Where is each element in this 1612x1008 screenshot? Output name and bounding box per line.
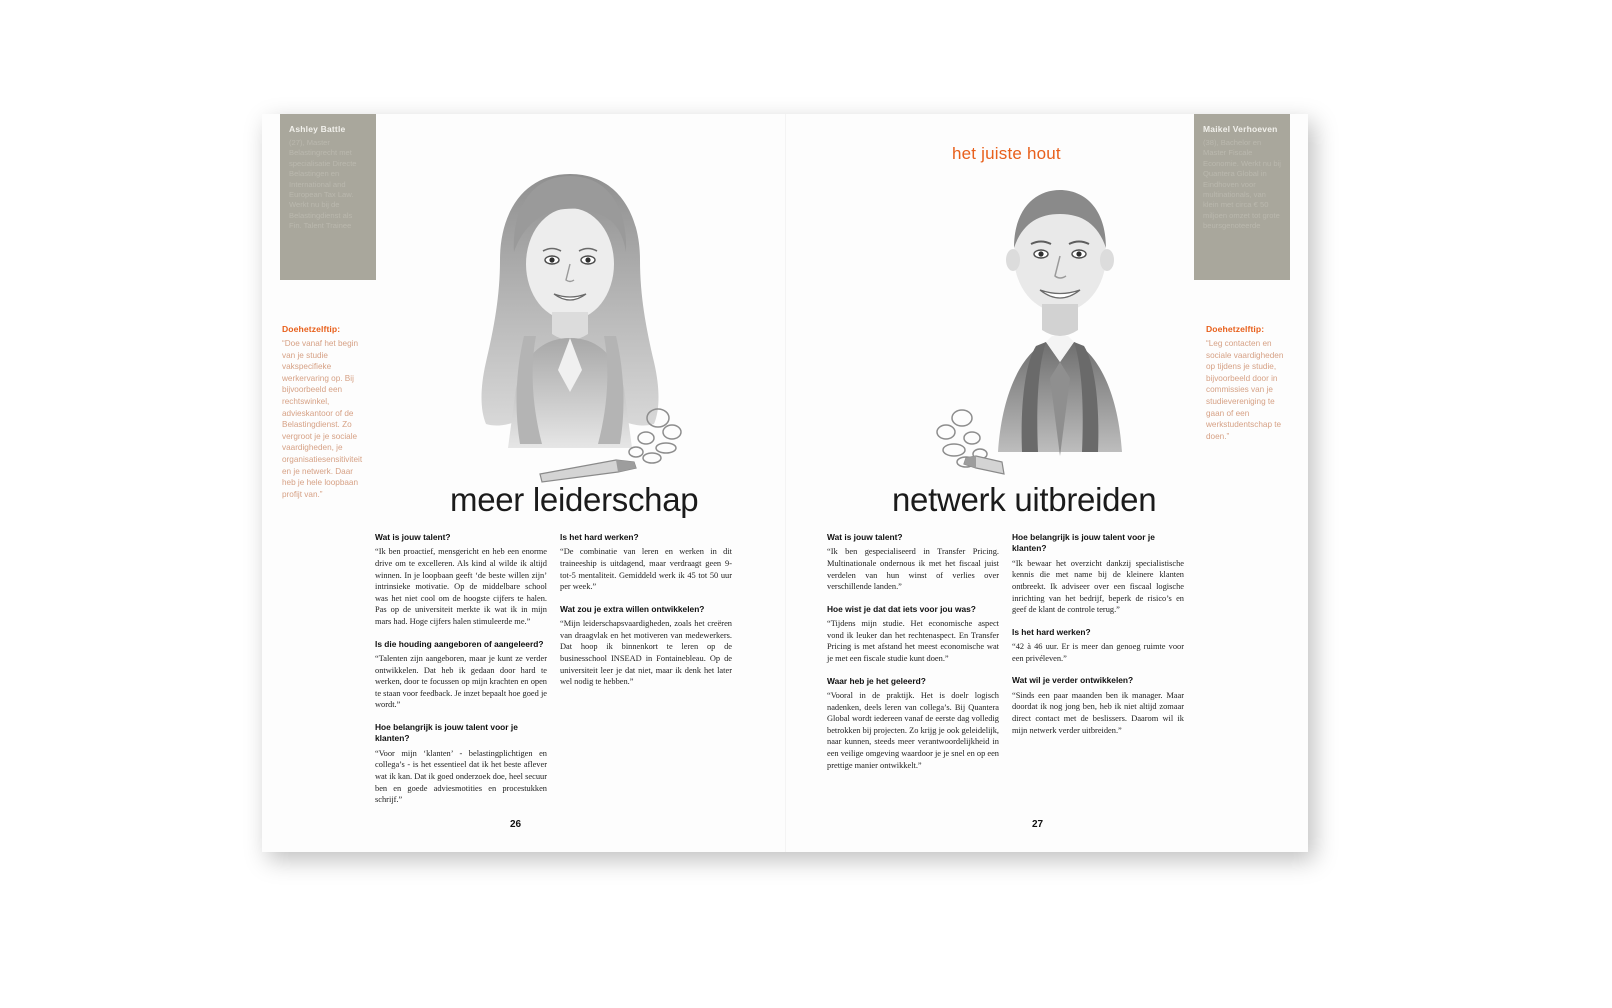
text-column-4 bbox=[1012, 532, 1184, 747]
answer: “Voor mijn ‘klanten’ - belastingplichtigen en collega’s - is het essentieel dat ik het beste aflever wat ik kan. Dat ik goed onderzoek doe, heel secuur ben en goede adviesmotities en procestukken schrijf.” bbox=[375, 748, 547, 805]
portrait-illustration-left bbox=[420, 156, 720, 506]
chisel-shape bbox=[540, 460, 636, 482]
question: Hoe wist je dat dat iets voor jou was? bbox=[827, 603, 976, 614]
chisel-shape bbox=[964, 456, 1004, 474]
answer: “Sinds een paar maanden ben ik manager. Maar doordat ik nog jong ben, heb ik niet altijd zomaar direct contact met de beslissers. Daarom wil ik mijn netwerk verder uitbreiden.” bbox=[1012, 690, 1184, 735]
question: Wat zou je extra willen ontwikkelen? bbox=[560, 603, 705, 614]
tip-right bbox=[1206, 324, 1290, 442]
bio-text-left: (27), Master Belastingrecht met specialisatie Directe Belastingen en International and European Tax Law. Werkt nu bij de Belastingdienst als Fin. Talent Trainee bbox=[289, 138, 357, 231]
section-kicker: het juiste hout bbox=[952, 144, 1061, 163]
text-column-1 bbox=[375, 532, 547, 817]
text-column-3 bbox=[827, 532, 999, 782]
answer: “Ik ben proactief, mensgericht en heb een enorme drive om te excelleren. Als kind al wilde ik altijd winnen. In je loopbaan geeft ‘de beste willen zijn’ intrinsieke motivatie. Op de middelbare school was het niet cool om de hoogste cijfers te halen. Pas op de universiteit merkte ik wat ik in mijn mars had. Hoge cijfers halen stimuleerde me.” bbox=[375, 547, 547, 626]
bio-text-right: (38), Bachelor en Master Fiscale Economie. Werkt nu bij Quantera Global in Eindhoven voor multinationals, van klein met circa € 50 miljoen omzet tot grote beursgenoteerde bbox=[1203, 138, 1281, 231]
portrait-man-drawing bbox=[910, 156, 1210, 506]
page-gutter bbox=[785, 114, 786, 852]
answer: “De combinatie van leren en werken in dit traineeship is uitdagend, maar verdraagt geen 9-tot-5 mentaliteit. Gemiddeld werk ik 45 tot 50 uur per week.” bbox=[560, 547, 732, 592]
bio-name-right: Maikel Verhoeven bbox=[1203, 124, 1278, 134]
portrait-illustration-right bbox=[910, 156, 1210, 506]
question: Is het hard werken? bbox=[560, 532, 639, 542]
question: Hoe belangrijk is jouw talent voor je klanten? bbox=[1012, 532, 1155, 554]
answer: “Talenten zijn aangeboren, maar je kunt ze verder ontwikkelen. Dat heb ik gedaan door hard te werken, door te focussen op mijn krachten en open te staan voor feedback. Je inzet bepaalt hoe goed je wordt.” bbox=[375, 653, 547, 710]
question: Is het hard werken? bbox=[1012, 626, 1091, 637]
answer: “42 à 46 uur. Er is meer dan genoeg ruimte voor een privéleven.” bbox=[1012, 642, 1184, 663]
bio-block-left bbox=[280, 114, 376, 280]
page-number-left: 26 bbox=[510, 819, 522, 830]
answer: “Mijn leiderschapsvaardigheden, zoals het creëren van draagvlak en het motiveren van medewerkers. Dat hoop ik binnenkort te leren op de businesschool INSEAD in Fontainebleau. Op de universiteit leer je dat niet, maar ik denk het later wel nodig te hebben.” bbox=[560, 619, 732, 687]
tip-text-right: “Leg contacten en sociale vaardigheden op tijdens je studie, bijvoorbeeld door in commissies van je studievereniging te gaan of een werkstudentschap te doen.” bbox=[1206, 339, 1284, 441]
tip-text-left: “Doe vanaf het begin van je studie vakspecifieke werkervaring op. Bij bijvoorbeeld een rechtswinkel, advieskantoor of de Belastingdienst. Zo vergroot je je sociale vaardigheden, je organisatiesensitiviteit en je netwerk. Daar heb je hele loopbaan profijt van.” bbox=[282, 339, 363, 499]
tip-title-right: Doehetzelftip: bbox=[1206, 324, 1265, 334]
page-number-right: 27 bbox=[1032, 819, 1044, 830]
answer: “Vooral in de praktijk. Het is doelr logisch nadenken, deels leren van collega’s. Bij Quantera Global wordt iedereen vanaf de eerste dag volledig betrokken bij projecten. Zo krijg je ook geleidelijk, naar kunnen, steeds meer verantwoordelijkheid in een veilige omgeving waardoor je je snel en op een prettige manier ontwikkelt.” bbox=[827, 690, 999, 770]
tip-left bbox=[282, 324, 366, 500]
question: Wat is jouw talent? bbox=[375, 532, 451, 542]
tip-title-left: Doehetzelftip: bbox=[282, 324, 341, 334]
question: Wat wil je verder ontwikkelen? bbox=[1012, 675, 1134, 686]
question: Is die houding aangeboren of aangeleerd? bbox=[375, 638, 544, 649]
headline-right: netwerk uitbreiden bbox=[892, 481, 1157, 518]
question: Waar heb je het geleerd? bbox=[827, 675, 926, 686]
answer: “Ik bewaar het overzicht dankzij specialistische kennis die met name bij de kleinere klanten ontbreekt. Ik adviseer over een fiscaal logische inrichting van het bedrijf, beperk de risico’s en geef de klant de controle terug.” bbox=[1012, 558, 1184, 615]
question: Wat is jouw talent? bbox=[827, 532, 903, 542]
answer: “Ik ben gespecialiseerd in Transfer Pricing. Multinationale ondernous ik met het fiscaal juist verdelen van hun winst of verlies over verschillende landen.” bbox=[827, 547, 999, 592]
text-column-2 bbox=[560, 532, 732, 699]
question: Hoe belangrijk is jouw talent voor je klanten? bbox=[375, 721, 518, 744]
answer: “Tijdens mijn studie. Het economische aspect vond ik leuker dan het rechtenaspect. En Transfer Pricing is met afstand het meest economische wat je met een fiscale studie kunt doen.” bbox=[827, 619, 999, 663]
bio-name-left: Ashley Battle bbox=[289, 124, 346, 134]
portrait-woman-drawing bbox=[420, 156, 720, 506]
magazine-spread bbox=[262, 114, 1308, 852]
headline-left: meer leiderschap bbox=[450, 481, 699, 518]
